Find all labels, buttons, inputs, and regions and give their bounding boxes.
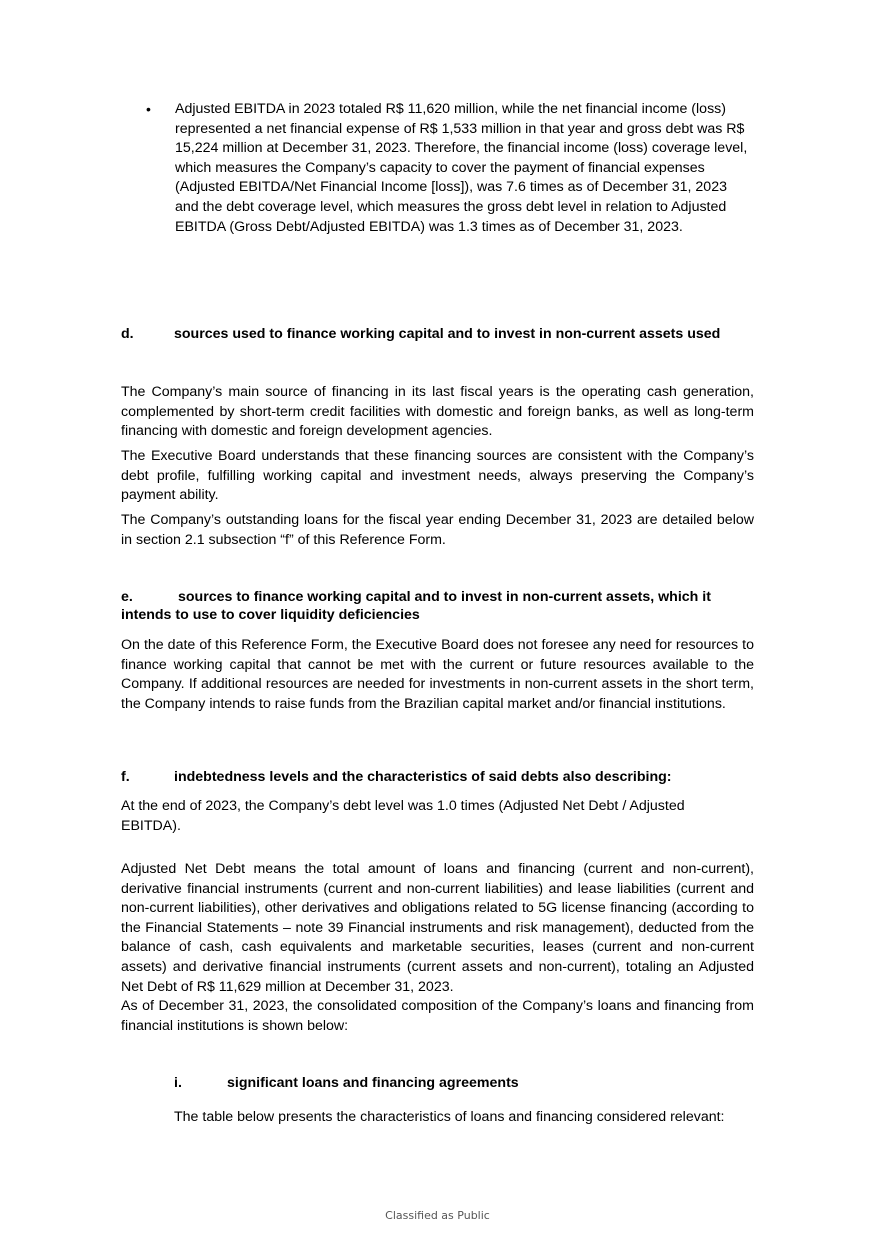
subsection-i-paragraph: The table below presents the characteristics of loans and financing considered relevant: <box>174 1109 725 1125</box>
section-e-letter: e. <box>121 589 133 605</box>
section-d-paragraph-2: The Executive Board understands that these financing sources are consistent with the Company’s debt profile, fulfilling working capital and investment needs, always preserving the Company’s payment ability. <box>121 448 754 504</box>
subsection-i-heading: significant loans and financing agreements <box>227 1075 519 1091</box>
section-e-heading-line-1: sources to finance working capital and to invest in non-current assets, which it <box>178 589 711 605</box>
bullet-marker: • <box>146 101 151 117</box>
classification-footer: Classified as Public <box>385 1209 490 1222</box>
section-f-paragraph-3: As of December 31, 2023, the consolidated composition of the Company’s loans and financing from financial institutions is shown below: <box>121 998 754 1034</box>
section-f-letter: f. <box>121 769 130 785</box>
section-f-heading: indebtedness levels and the characteristics of said debts also describing: <box>174 769 672 785</box>
section-d-letter: d. <box>121 326 134 342</box>
section-e-heading-line-2: intends to use to cover liquidity deficiencies <box>121 607 420 623</box>
bullet-text: Adjusted EBITDA in 2023 totaled R$ 11,620 million, while the net financial income (loss) represented a net financial expense of R$ 1,533 million in that year and gross debt was R$ 15,224 million at December 31, 2023. Therefore, the financial income (loss) coverage level, which measures the Company’s capacity to cover the payment of financial expenses (Adjusted EBITDA/Net Financial Income [loss]), was 7.6 times as of December 31, 2023 and the debt coverage level, which measures the gross debt level in relation to Adjusted EBITDA (Gross Debt/Adjusted EBITDA) was 1.3 times as of December 31, 2023. <box>175 101 748 235</box>
section-d-paragraph-3: The Company’s outstanding loans for the fiscal year ending December 31, 2023 are detailed below in section 2.1 subsection “f” of this Reference Form. <box>121 512 754 548</box>
section-f-paragraph-2: Adjusted Net Debt means the total amount of loans and financing (current and non-current), derivative financial instruments (current and non-current liabilities) and lease liabilities (current and non-current liabilities), other derivatives and obligations related to 5G license financing (according to the Financial Statements – note 39 Financial instruments and risk management), deducted from the balance of cash, cash equivalents and marketable securities, leases (current and non-current assets) and derivative financial instruments (current assets and non-current), totaling an Adjusted Net Debt of R$ 11,629 million at December 31, 2023. <box>121 861 754 995</box>
section-f-paragraph-1: At the end of 2023, the Company’s debt level was 1.0 times (Adjusted Net Debt / Adjusted EBITDA). <box>121 798 685 834</box>
section-e-paragraph: On the date of this Reference Form, the Executive Board does not foresee any need for resources to finance working capital that cannot be met with the current or future resources available to the Company. If additional resources are needed for investments in non-current assets in the short term, the Company intends to raise funds from the Brazilian capital market and/or financial institutions. <box>121 637 754 712</box>
subsection-i-numeral: i. <box>174 1075 182 1091</box>
section-d-heading: sources used to finance working capital and to invest in non-current assets used <box>174 326 721 342</box>
section-d-paragraph-1: The Company’s main source of financing in its last fiscal years is the operating cash generation, complemented by short-term credit facilities with domestic and foreign banks, as well as long-term financing with domestic and foreign development agencies. <box>121 384 754 440</box>
